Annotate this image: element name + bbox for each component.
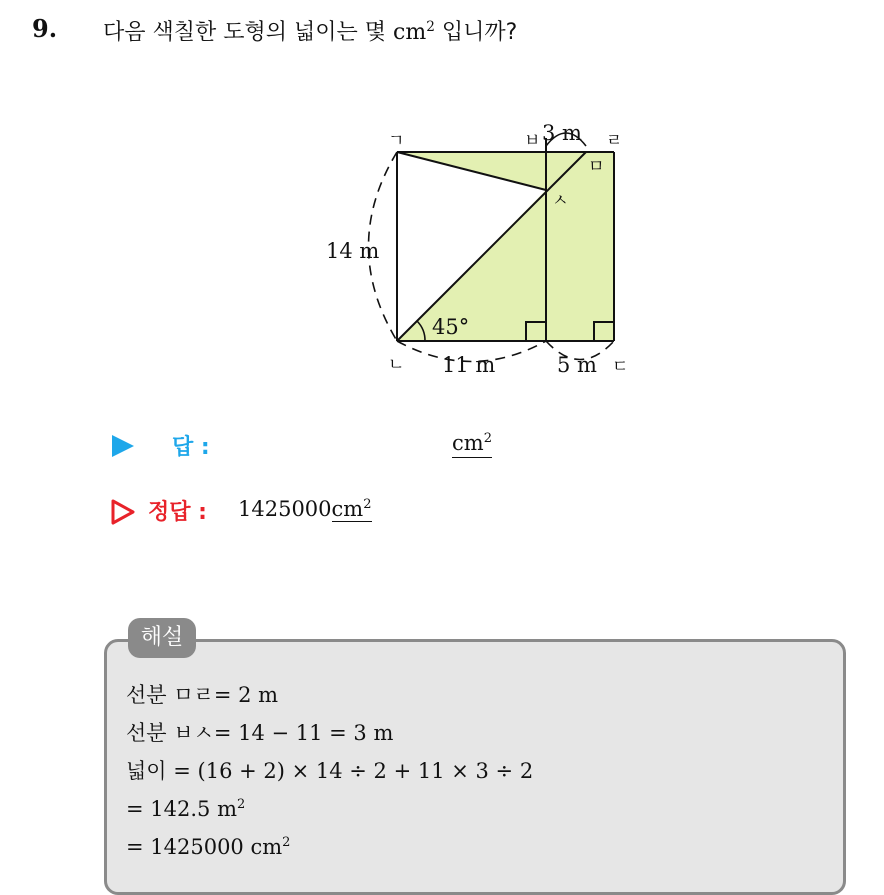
question-prompt: 다음 색칠한 도형의 넓이는 몇: [103, 20, 386, 45]
point-label-g: ㄱ: [388, 131, 405, 151]
correct-answer-label: 정답 :: [148, 500, 207, 525]
dim-label-bottom-left: 11 m: [442, 353, 496, 377]
point-label-n: ㄴ: [388, 355, 405, 375]
angle-label: 45°: [432, 315, 470, 339]
question-number: 9.: [32, 14, 58, 43]
outline-play-icon: [110, 499, 136, 525]
dim-label-top: 3 m: [542, 121, 582, 145]
answer-label: 답 :: [172, 435, 210, 460]
answer-unit: $cm^2$: [452, 429, 492, 458]
point-label-r: ㄹ: [606, 131, 623, 151]
dim-label-bottom-right: 5 m: [557, 353, 597, 377]
explanation-lines: [126, 676, 533, 866]
dim-label-left: 14 m: [326, 239, 380, 263]
play-icon: [112, 435, 134, 457]
point-label-m: ㅁ: [588, 157, 605, 177]
explanation-line: 선분 ㅂㅅ= 14 − 11 = 3 m: [126, 721, 394, 745]
question-end: 입니까?: [441, 20, 518, 45]
point-label-s: ㅅ: [552, 191, 569, 211]
explanation-line: 넓이 = (16 + 2) × 14 ÷ 2 + 11 × 3 ÷ 2: [126, 759, 534, 783]
explanation-line: 선분 ㅁㄹ= 2 m: [126, 683, 279, 707]
explanation-tag: 해설: [128, 618, 196, 658]
geometry-figure: [310, 110, 650, 390]
shaded-right-trapezoid: [546, 152, 614, 341]
question-unit: $cm^2$: [393, 18, 435, 45]
point-label-d: ㄷ: [612, 357, 629, 377]
question-text: [103, 15, 517, 46]
correct-answer-value: $1425000cm^2$: [238, 497, 372, 521]
point-label-b: ㅂ: [524, 131, 541, 151]
explanation-line: = 142.5 $m^2$: [126, 797, 246, 821]
explanation-line: = 1425000 $cm^2$: [126, 835, 291, 859]
